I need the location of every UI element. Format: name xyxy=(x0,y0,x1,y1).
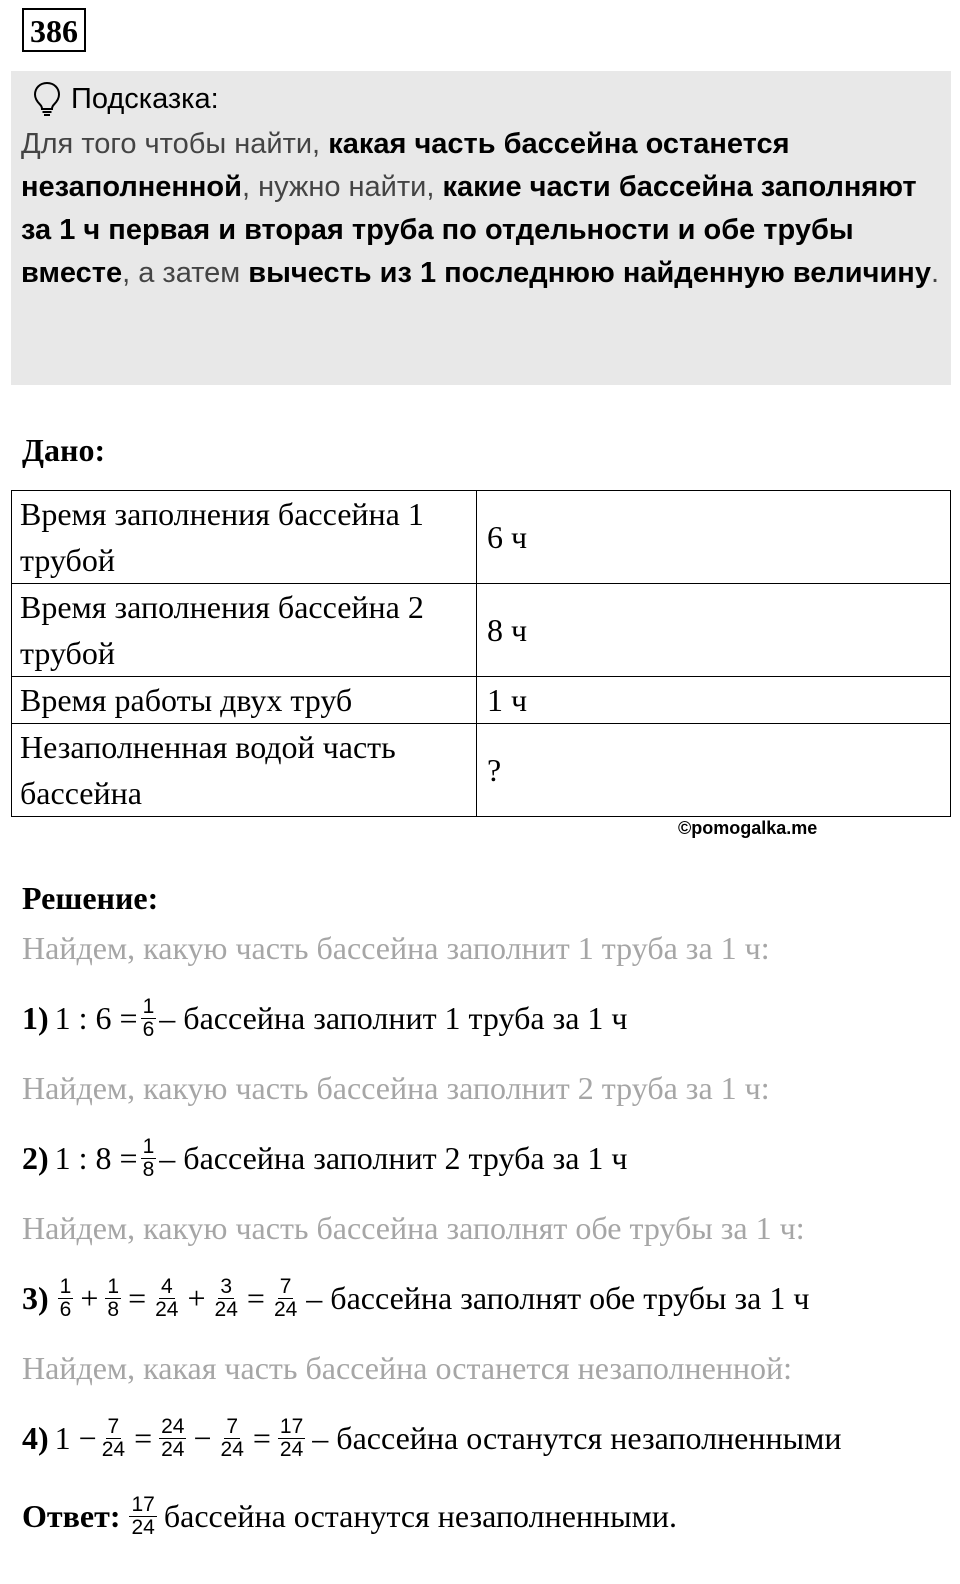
fraction xyxy=(159,1416,186,1461)
numerator: 1 xyxy=(142,995,155,1018)
fraction xyxy=(272,1276,299,1321)
step-number: 3) xyxy=(22,1280,49,1316)
denominator: 24 xyxy=(279,1438,304,1461)
denominator: 24 xyxy=(220,1438,244,1461)
operator: = xyxy=(246,1280,265,1316)
denominator: 8 xyxy=(107,1298,120,1321)
denominator: 24 xyxy=(214,1298,238,1321)
numerator: 17 xyxy=(279,1415,304,1438)
step-expression: 1 : 6 = xyxy=(54,1000,138,1036)
solution-step-4 xyxy=(22,1416,841,1461)
denominator: 24 xyxy=(155,1298,179,1321)
fraction xyxy=(278,1416,305,1461)
solution-step-1 xyxy=(22,996,628,1041)
solution-step-3 xyxy=(22,1276,809,1321)
given-label: Время заполнения бассейна 1 трубой xyxy=(12,491,477,584)
hint-text xyxy=(21,123,941,295)
solution-heading: Решение: xyxy=(22,880,159,916)
numerator: 17 xyxy=(131,1493,155,1516)
numerator: 3 xyxy=(220,1275,233,1298)
lightbulb-icon xyxy=(33,81,61,117)
fraction xyxy=(219,1416,246,1461)
operator: + xyxy=(80,1280,99,1316)
given-value: ? xyxy=(477,724,951,817)
task-number: 386 xyxy=(22,8,86,52)
numerator: 1 xyxy=(142,1135,155,1158)
step-number: 4) xyxy=(22,1420,49,1456)
table-row xyxy=(12,584,951,677)
hint-segment: , нужно найти, xyxy=(241,171,443,203)
denominator: 24 xyxy=(273,1298,298,1321)
numerator: 7 xyxy=(279,1275,292,1298)
numerator: 24 xyxy=(161,1415,185,1438)
fraction xyxy=(153,1276,180,1321)
step-expression: 1 : 8 = xyxy=(54,1140,138,1176)
given-label: Время заполнения бассейна 2 трубой xyxy=(12,584,477,677)
given-table xyxy=(11,490,951,817)
numerator: 1 xyxy=(59,1275,72,1298)
fraction xyxy=(141,1136,157,1181)
table-row xyxy=(12,677,951,724)
numerator: 7 xyxy=(226,1415,239,1438)
hint-segment: , а затем xyxy=(122,257,249,289)
step-text: – бассейна заполнит 1 труба за 1 ч xyxy=(159,1000,628,1036)
fraction xyxy=(141,996,157,1041)
denominator: 24 xyxy=(101,1438,126,1461)
operator: − xyxy=(193,1420,212,1456)
fraction xyxy=(105,1276,121,1321)
watermark: ©pomogalka.me xyxy=(678,818,818,838)
given-label: Время работы двух труб xyxy=(12,677,477,724)
hint-title-text: Подсказка: xyxy=(71,82,219,115)
solution-intro: Найдем, какую часть бассейна заполнит 2 труба за 1 ч: xyxy=(22,1070,770,1106)
step-expression: 1 − xyxy=(54,1420,97,1456)
given-label: Незаполненная водой часть бассейна xyxy=(12,724,477,817)
hint-segment-bold: какая часть бассейна останется незаполненной xyxy=(21,128,790,203)
solution-step-2 xyxy=(22,1136,628,1181)
operator: = xyxy=(252,1420,271,1456)
answer-line xyxy=(22,1494,677,1539)
hint-title xyxy=(33,81,219,117)
solution-intro: Найдем, какую часть бассейна заполнят обе трубы за 1 ч: xyxy=(22,1210,805,1246)
step-number: 2) xyxy=(22,1140,49,1176)
solution-intro: Найдем, какая часть бассейна останется незаполненной: xyxy=(22,1350,793,1386)
answer-text: бассейна останутся незаполненными. xyxy=(163,1498,678,1534)
numerator: 7 xyxy=(107,1415,120,1438)
given-value: 8 ч xyxy=(477,584,951,677)
denominator: 6 xyxy=(59,1298,72,1321)
solution-intro: Найдем, какую часть бассейна заполнит 1 труба за 1 ч: xyxy=(22,930,770,966)
denominator: 6 xyxy=(142,1018,155,1041)
numerator: 4 xyxy=(160,1275,173,1298)
fraction xyxy=(100,1416,127,1461)
table-row xyxy=(12,491,951,584)
fraction xyxy=(213,1276,240,1321)
denominator: 8 xyxy=(142,1158,155,1181)
answer-label: Ответ: xyxy=(22,1498,121,1534)
hint-segment-bold: вычесть из 1 последнюю найденную величину xyxy=(248,257,931,289)
hint-segment-bold: какие части бассейна заполняют за 1 ч первая и вторая труба по отдельности и обе трубы вместе xyxy=(21,171,917,289)
table-row xyxy=(12,724,951,817)
given-value: 1 ч xyxy=(477,677,951,724)
operator: = xyxy=(128,1280,147,1316)
denominator: 24 xyxy=(131,1516,155,1539)
fraction xyxy=(58,1276,74,1321)
step-number: 1) xyxy=(22,1000,49,1036)
given-heading: Дано: xyxy=(22,432,106,468)
operator: = xyxy=(134,1420,153,1456)
step-text: – бассейна заполнят обе трубы за 1 ч xyxy=(306,1280,810,1316)
hint-segment: . xyxy=(930,257,940,289)
denominator: 24 xyxy=(161,1438,185,1461)
hint-box xyxy=(11,71,951,385)
numerator: 1 xyxy=(107,1275,120,1298)
step-text: – бассейна останутся незаполненными xyxy=(312,1420,842,1456)
step-text: – бассейна заполнит 2 труба за 1 ч xyxy=(159,1140,628,1176)
fraction xyxy=(129,1494,156,1539)
given-value: 6 ч xyxy=(477,491,951,584)
hint-segment: Для того чтобы найти, xyxy=(21,128,329,160)
operator: + xyxy=(187,1280,206,1316)
